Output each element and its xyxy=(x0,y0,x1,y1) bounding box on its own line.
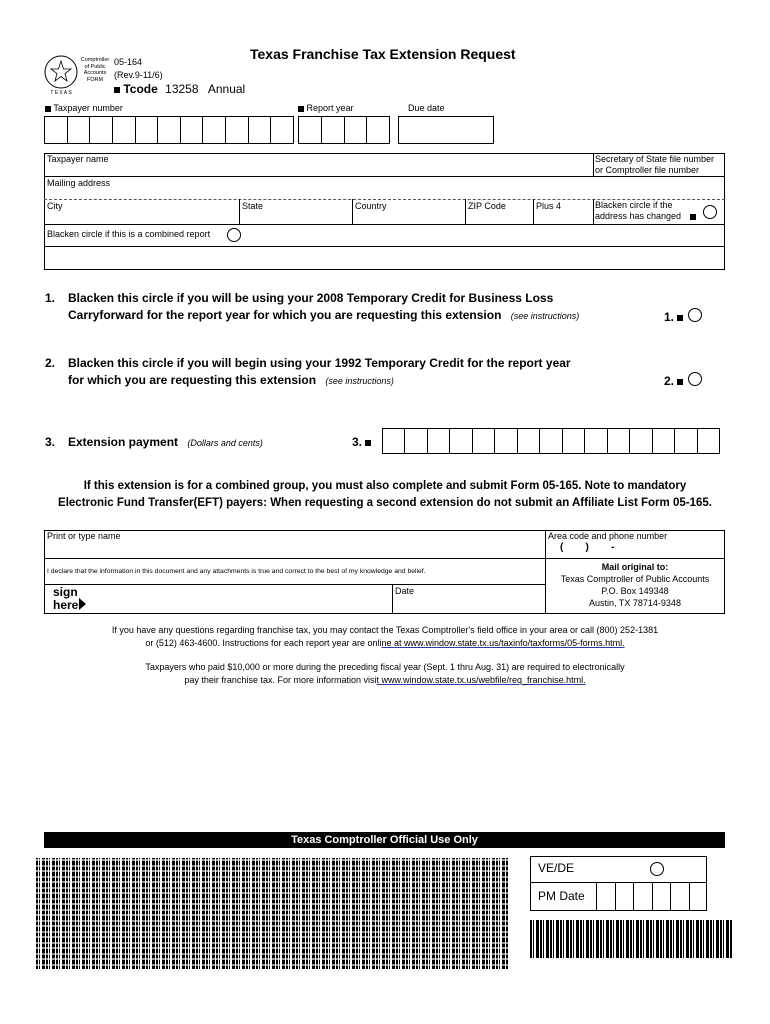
combined-group-notice: If this extension is for a combined group, you must also complete and submit Form 05-165. Note to mandatory Electronic Fund Transfer(EFT) payers: When requesting a second extension do not submit an Affiliate List Form 05-165. xyxy=(58,480,712,509)
barcode-1d xyxy=(530,920,732,958)
due-date-field[interactable] xyxy=(398,116,494,144)
zip-code-field[interactable]: ZIP Code xyxy=(468,201,506,211)
efile-info: Taxpayers who paid $10,000 or more during the preceding fiscal year (Sept. 1 thru Aug. 31) are required to electronically pay their franchise tax. For more information visit www.window.state.tx.us/webfile/req_franchise.html. xyxy=(145,662,625,685)
phone-label: Area code and phone number xyxy=(548,531,668,541)
sign-here-label: sign here xyxy=(53,586,86,611)
question-1-text: Blacken this circle if you will be using your 2008 Temporary Credit for Business Loss Carryforward for the report year for which you are requesting this extension (see instructions) xyxy=(68,291,580,322)
mailing-instructions: Mail original to: Texas Comptroller of Public Accounts P.O. Box 149348 Austin, TX 78714-9348 xyxy=(560,562,710,608)
state-field[interactable]: State xyxy=(242,201,264,211)
taxpayer-number-field[interactable] xyxy=(44,116,294,144)
combined-report-circle[interactable] xyxy=(227,228,241,242)
contact-info: If you have any questions regarding franchise tax, you may contact the Texas Comptroller's field office in your area or call (800) 252-1381 or (512) 463-4600. Instructions for each report year are online at www.window.state.tx.us/taxinfo/taxforms/05-forms.html. xyxy=(111,625,659,648)
declaration-text: I declare that the information in this document and any attachments is true and correct to the best of my knowledge and belief. xyxy=(47,568,426,575)
form-number: 05-164 xyxy=(114,57,143,67)
pm-date-label: PM Date xyxy=(538,889,585,903)
official-use-banner: Texas Comptroller Official Use Only xyxy=(44,832,725,848)
question-3-tag: 3. xyxy=(352,434,371,451)
report-year-field[interactable] xyxy=(298,116,390,144)
barcode-2d xyxy=(36,858,509,969)
question-2-circle[interactable] xyxy=(688,372,702,386)
taxpayer-number-label: Taxpayer number xyxy=(45,103,123,114)
mailing-address-field[interactable]: Mailing address xyxy=(47,178,111,188)
extension-payment-field[interactable] xyxy=(382,428,720,454)
due-date-label: Due date xyxy=(408,103,445,113)
address-changed-label: Blacken circle if the address has changed xyxy=(595,200,696,222)
phone-field[interactable]: ( ) - xyxy=(560,542,615,553)
agency-name: Comptroller of Public Accounts FORM xyxy=(80,57,110,83)
bullet-icon xyxy=(114,87,120,93)
pm-date-field[interactable] xyxy=(596,883,707,911)
question-2-number: 2. xyxy=(45,356,56,370)
question-1-number: 1. xyxy=(45,291,56,305)
arrow-right-icon xyxy=(79,598,86,610)
form-title: Texas Franchise Tax Extension Request xyxy=(250,46,516,62)
seal-text: T E X A S xyxy=(50,90,72,96)
signature-field[interactable] xyxy=(95,586,389,612)
forms-link[interactable]: ne at www.window.state.tx.us/taxinfo/taxforms/05-forms.html. xyxy=(381,638,625,648)
plus4-field[interactable]: Plus 4 xyxy=(536,201,562,211)
form-revision: (Rev.9-11/6) xyxy=(114,70,163,80)
sos-file-number-field[interactable]: Secretary of State file number or Comptroller file number xyxy=(595,154,715,175)
print-name-field[interactable]: Print or type name xyxy=(47,531,121,541)
seal-icon xyxy=(44,55,78,89)
tcode: Tcode 13258 Annual xyxy=(114,82,245,96)
question-1-tag: 1. xyxy=(664,309,683,326)
country-field[interactable]: Country xyxy=(355,201,387,211)
taxpayer-name-field[interactable]: Taxpayer name xyxy=(47,154,109,164)
question-3-number: 3. xyxy=(45,435,56,449)
vede-label: VE/DE xyxy=(538,861,575,875)
question-1-circle[interactable] xyxy=(688,308,702,322)
question-2-text: Blacken this circle if you will begin using your 1992 Temporary Credit for the report year for which you are requesting this extension (see instructions) xyxy=(68,356,571,387)
vede-circle[interactable] xyxy=(650,862,664,876)
question-2-tag: 2. xyxy=(664,373,683,390)
address-changed-circle[interactable] xyxy=(703,205,717,219)
report-year-label: Report year xyxy=(298,103,354,114)
webfile-link[interactable]: t www.window.state.tx.us/webfile/req_franchise.html. xyxy=(376,675,586,685)
city-field[interactable]: City xyxy=(47,201,63,211)
combined-report-label: Blacken circle if this is a combined report xyxy=(47,229,211,239)
signature-date-field[interactable]: Date xyxy=(395,586,415,596)
question-3-label: Extension payment (Dollars and cents) xyxy=(68,435,263,449)
